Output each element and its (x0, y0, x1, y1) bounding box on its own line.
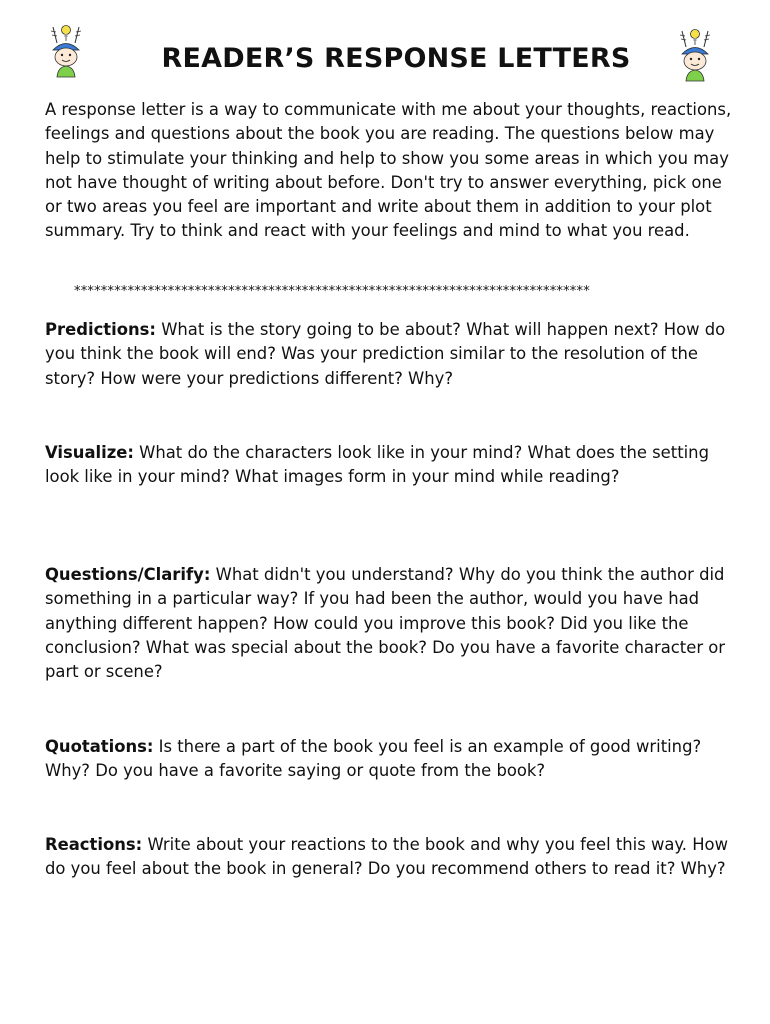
section-body: Is there a part of the book you feel is an example of good writing? Why? Do you have a favorite saying or quote from the book? (45, 737, 702, 781)
section-heading: Questions/Clarify: (45, 565, 211, 584)
asterisk-divider: ***************************************************************************** (74, 284, 590, 299)
section-body: What do the characters look like in your mind? What does the setting look like in your mind? What images form in your mind while reading? (45, 443, 709, 487)
section-heading: Reactions: (45, 835, 143, 854)
page-title: READER’S RESPONSE LETTERS (161, 43, 631, 74)
section-predictions (45, 318, 735, 391)
section-body: Write about your reactions to the book and why you feel this way. How do you feel about the book in general? Do you recommend others to read it? Why? (45, 835, 728, 879)
section-visualize (45, 441, 735, 490)
section-reactions (45, 833, 735, 882)
section-body: What is the story going to be about? What will happen next? How do you think the book will end? Was your prediction similar to the resolution of the story? How were your predictions different? Why? (45, 320, 726, 388)
section-heading: Quotations: (45, 737, 154, 756)
section-questions-clarify (45, 563, 735, 684)
section-heading: Predictions: (45, 320, 156, 339)
section-heading: Visualize: (45, 443, 134, 462)
intro-paragraph: A response letter is a way to communicate with me about your thoughts, reactions, feelings and questions about the book you are reading. The questions below may help to stimulate your thinking and help to show you some areas in which you may not have thought of writing about before. Don't try to answer everything, pick one or two areas you feel are important and write about them in addition to your plot summary. Try to think and react with your feelings and mind to what you read. (45, 100, 732, 241)
section-quotations (45, 735, 735, 784)
section-body: What didn't you understand? Why do you think the author did something in a particular way? If you had been the author, would you have had anything different happen? How could you improve this book? Did you like the conclusion? What was special about the book? Do you have a favorite character or part or scene? (45, 565, 726, 682)
